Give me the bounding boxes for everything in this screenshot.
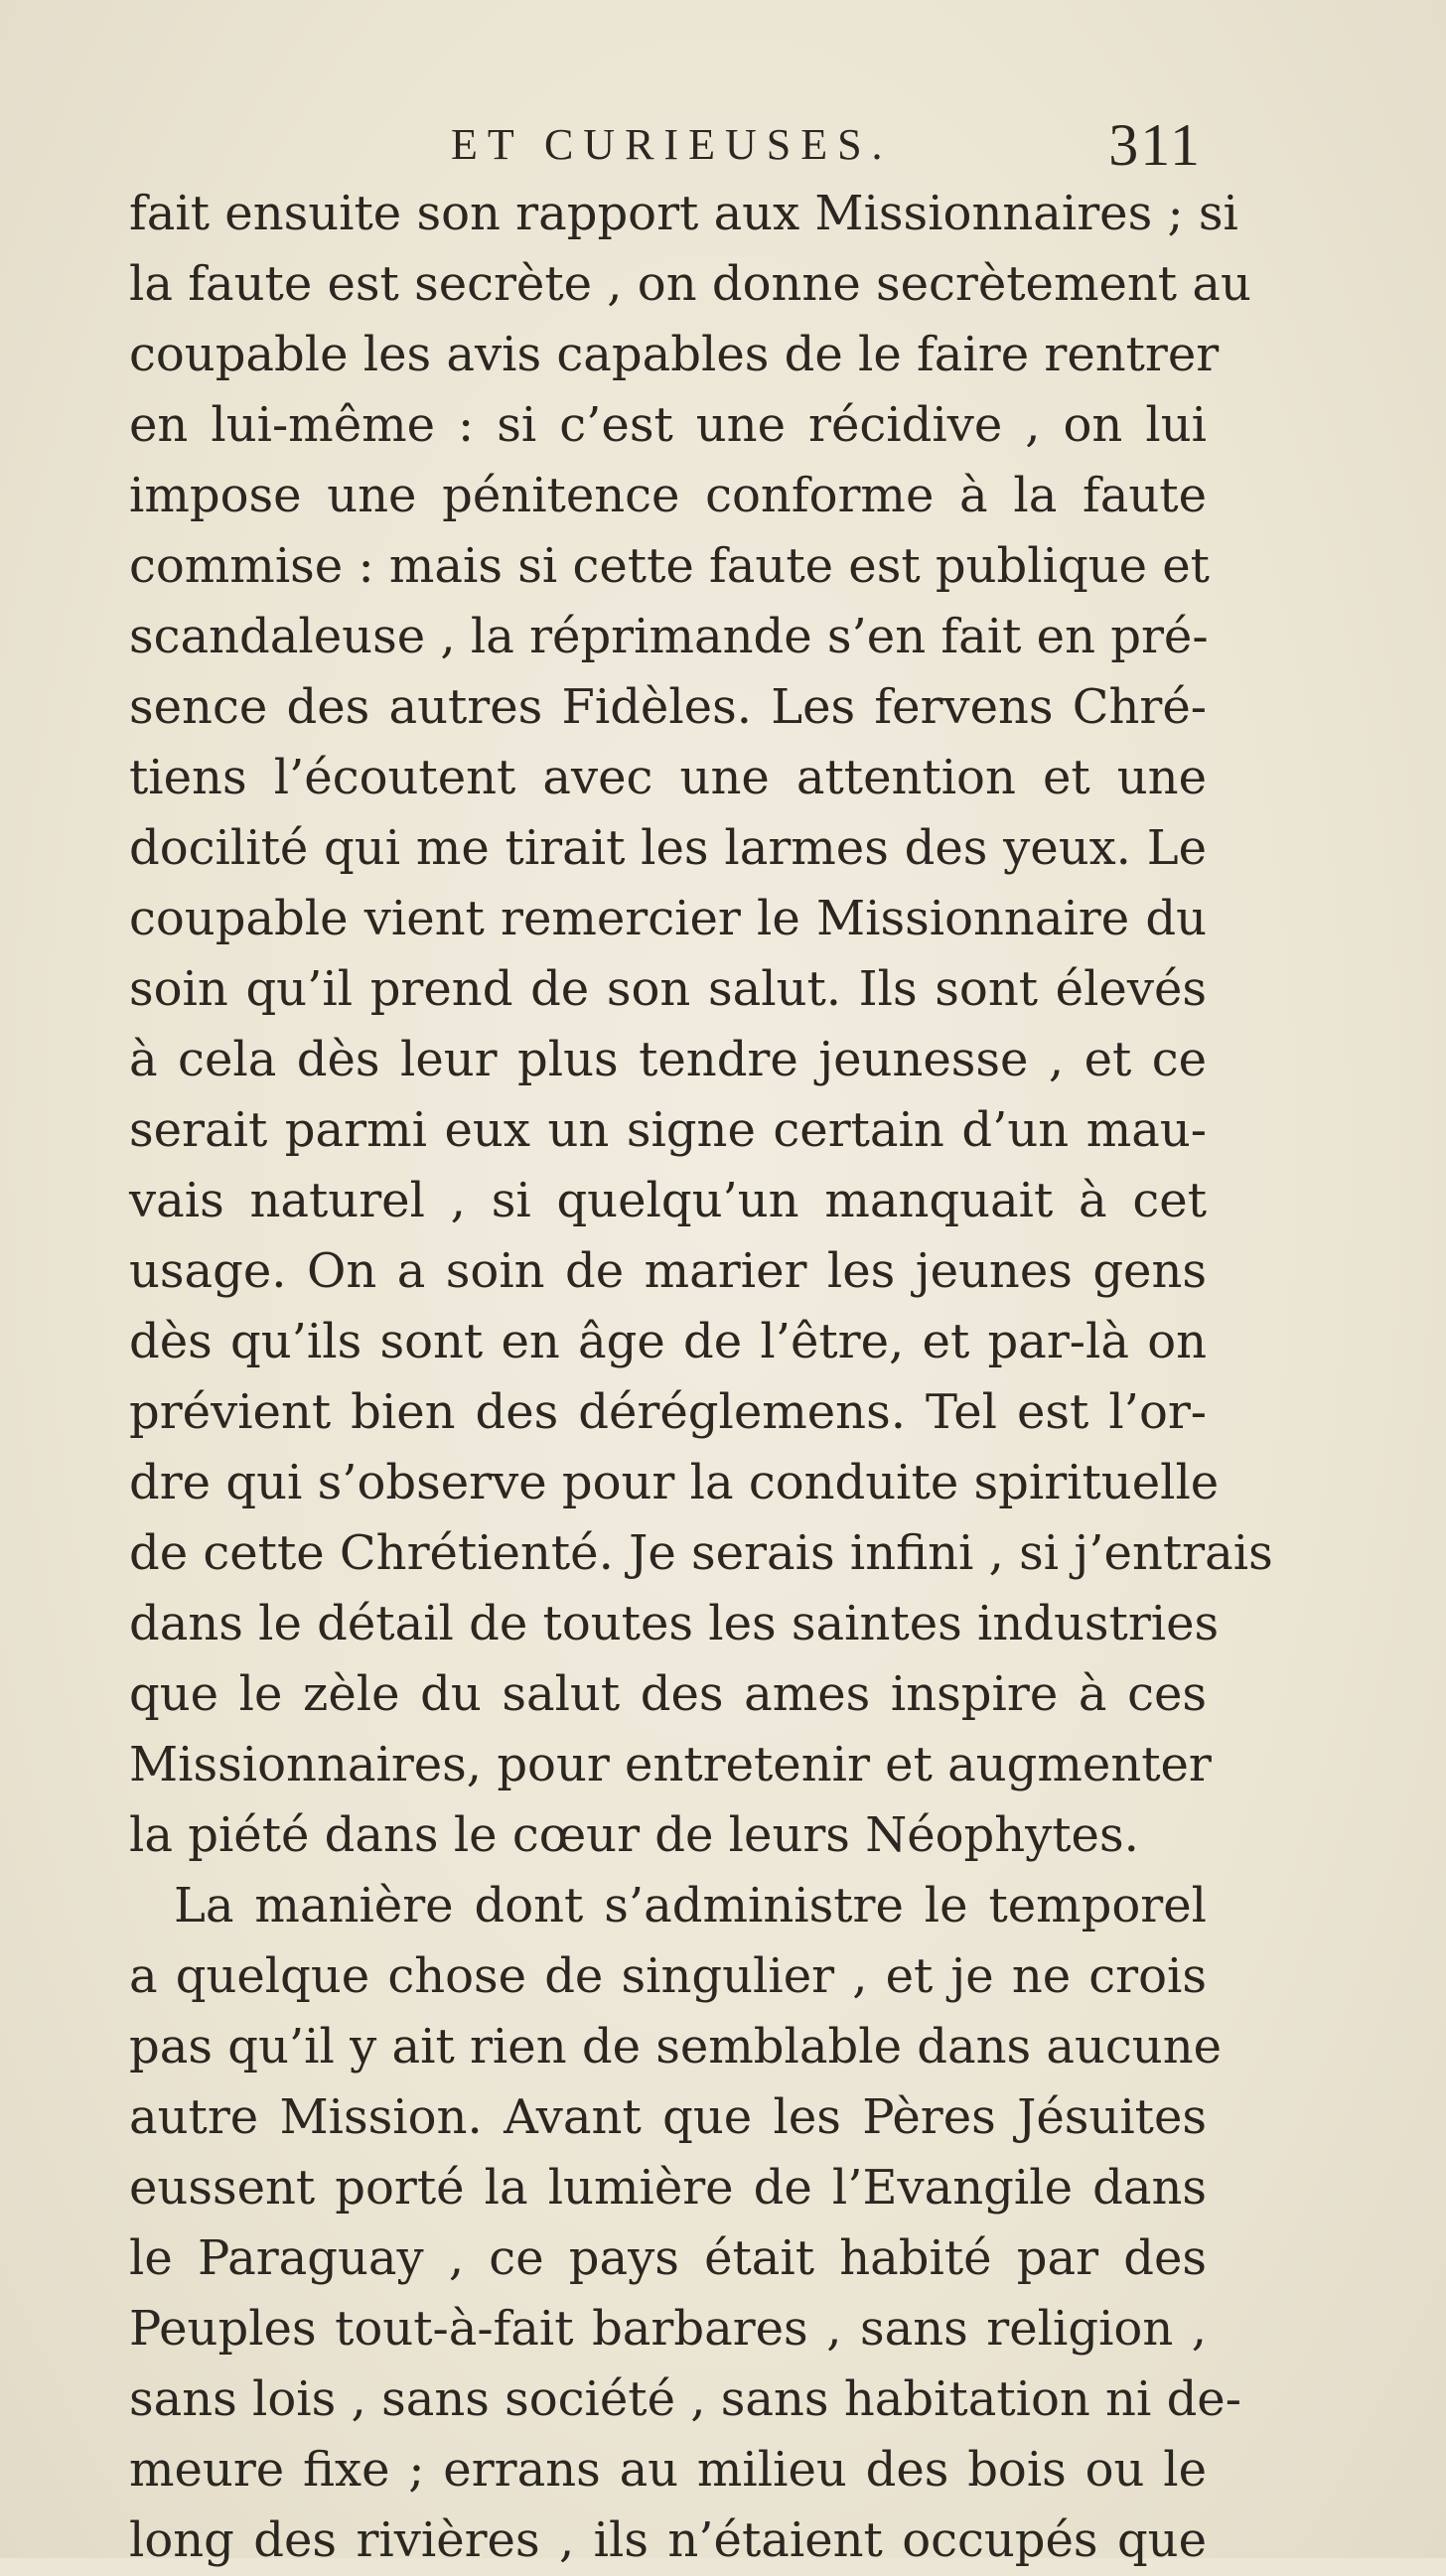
running-title: ET CURIEUSES. bbox=[451, 120, 893, 169]
page-number: 311 bbox=[1108, 112, 1202, 178]
body-text bbox=[129, 179, 1273, 2576]
text-line: vais naturel , si quelqu’un manquait à cet bbox=[129, 1173, 1207, 1228]
text-line: dre qui s’observe pour la conduite spirituelle bbox=[129, 1455, 1220, 1510]
text-line: sence des autres Fidèles. Les fervens Chré- bbox=[129, 679, 1207, 735]
text-line: tiens l’écoutent avec une attention et une bbox=[129, 750, 1207, 805]
text-line: commise : mais si cette faute est publique et bbox=[129, 538, 1210, 594]
text-line: Missionnaires, pour entretenir et augmenter bbox=[129, 1737, 1212, 1792]
text-line: dans le détail de toutes les saintes industries bbox=[129, 1596, 1220, 1651]
running-head bbox=[129, 111, 1202, 181]
text-line: à cela dès leur plus tendre jeunesse , et ce bbox=[129, 1032, 1207, 1087]
text-line: la faute est secrète , on donne secrètement au bbox=[129, 256, 1251, 312]
text-line: Peuples tout-à-fait barbares , sans religion , bbox=[129, 2301, 1207, 2357]
text-line: serait parmi eux un signe certain d’un mau- bbox=[129, 1102, 1207, 1158]
text-line: que le zèle du salut des ames inspire à ces bbox=[129, 1666, 1207, 1722]
text-line: meure fixe ; errans au milieu des bois ou le bbox=[129, 2442, 1207, 2498]
text-line: de cette Chrétienté. Je serais infini , si j’entrais bbox=[129, 1525, 1273, 1581]
paragraph-end-line: la piété dans le cœur de leurs Néophytes. bbox=[129, 1807, 1139, 1863]
text-line: fait ensuite son rapport aux Missionnaires ; si bbox=[129, 186, 1238, 241]
text-line: docilité qui me tirait les larmes des yeux. Le bbox=[129, 820, 1207, 876]
text-line: a quelque chose de singulier , et je ne crois bbox=[129, 1948, 1207, 2004]
text-line: autre Mission. Avant que les Pères Jésuites bbox=[129, 2089, 1207, 2145]
text-line: en lui-même : si c’est une récidive , on lui bbox=[129, 397, 1207, 453]
text-line: coupable les avis capables de le faire rentrer bbox=[129, 327, 1220, 382]
text-line: long des rivières , ils n’étaient occupés que bbox=[129, 2512, 1207, 2568]
text-line: prévient bien des déréglemens. Tel est l’or- bbox=[129, 1384, 1207, 1440]
text-line: coupable vient remercier le Missionnaire du bbox=[129, 891, 1207, 946]
text-line: impose une pénitence conforme à la faute bbox=[129, 468, 1207, 523]
text-line: eussent porté la lumière de l’Evangile dans bbox=[129, 2160, 1207, 2216]
text-line: pas qu’il y ait rien de semblable dans aucune bbox=[129, 2019, 1223, 2075]
text-line: dès qu’ils sont en âge de l’être, et par-là on bbox=[129, 1314, 1207, 1369]
paragraph-start-line: La manière dont s’administre le temporel bbox=[174, 1878, 1207, 1933]
text-line: le Paraguay , ce pays était habité par des bbox=[129, 2230, 1207, 2286]
text-line: soin qu’il prend de son salut. Ils sont élevés bbox=[129, 961, 1207, 1017]
text-line: scandaleuse , la réprimande s’en fait en pré- bbox=[129, 609, 1209, 664]
text-line: sans lois , sans société , sans habitation ni de- bbox=[129, 2371, 1241, 2427]
text-line: usage. On a soin de marier les jeunes gens bbox=[129, 1243, 1207, 1299]
